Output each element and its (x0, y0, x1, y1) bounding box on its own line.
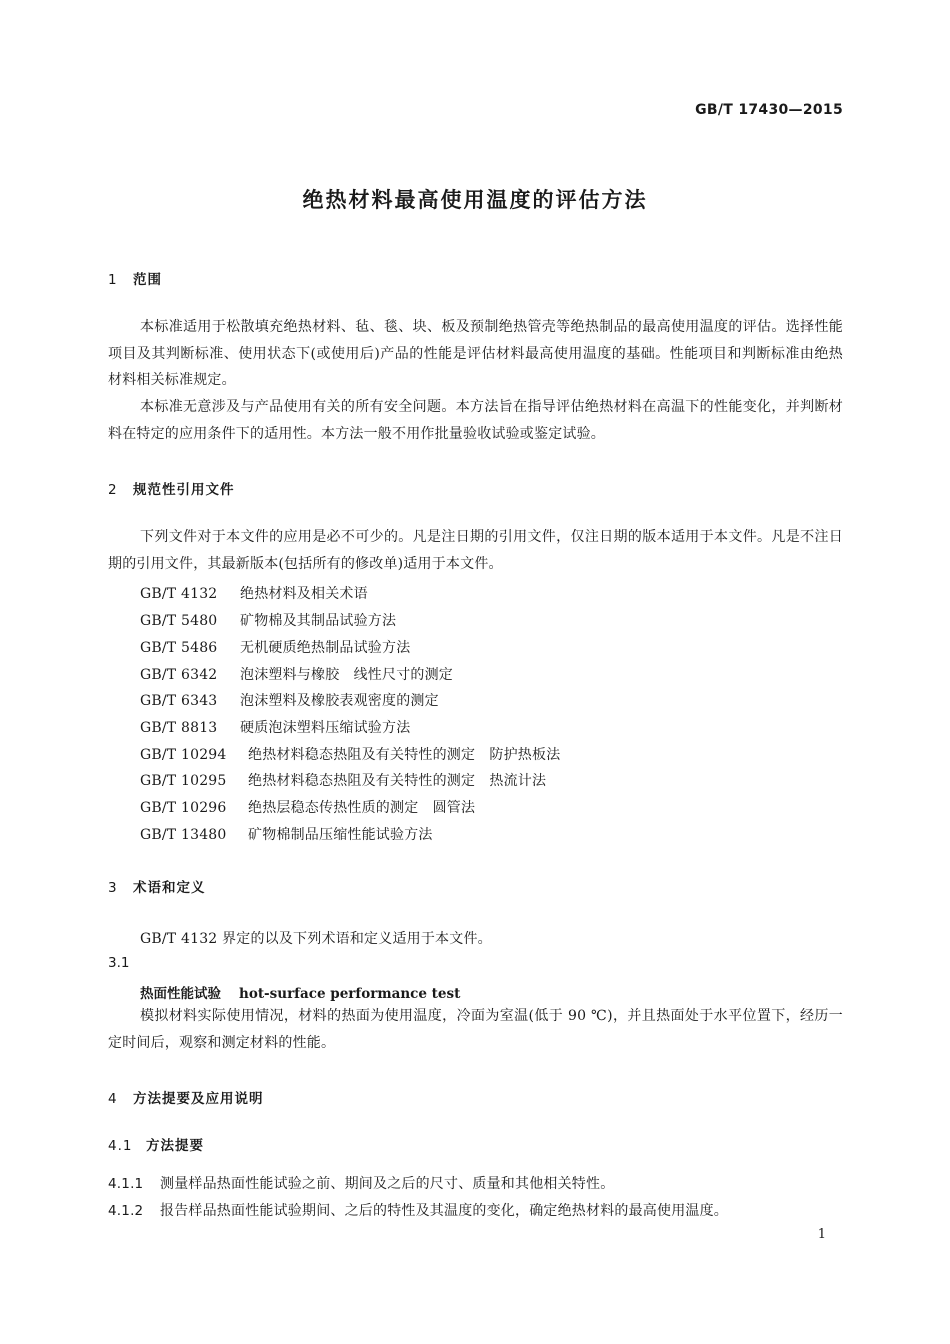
section-number: 3 (108, 880, 118, 896)
scope-paragraph-1: 本标准适用于松散填充绝热材料、毡、毯、块、板及预制绝热管壳等绝热制品的最高使用温度的评估。选择性能项目及其判断标准、使用状态下(或使用后)产品的性能是评估材料最高使用温度的基础。性能项目和判断标准由绝热材料相关标准规定。 (108, 319, 843, 388)
terms-intro: GB/T 4132 界定的以及下列术语和定义适用于本文件。 (140, 931, 492, 947)
section-1-heading (108, 268, 162, 288)
clause-text: 报告样品热面性能试验期间、之后的特性及其温度的变化，确定绝热材料的最高使用温度。 (160, 1203, 728, 1219)
reference-code: GB/T 6343 (140, 693, 218, 709)
reference-code: GB/T 5480 (140, 613, 218, 629)
standard-code: GB/T 17430—2015 (695, 102, 843, 118)
term-english: hot-surface performance test (239, 986, 461, 1002)
reference-code: GB/T 10294 (140, 747, 227, 763)
reference-title: 绝热材料及相关术语 (240, 586, 368, 602)
reference-title: 硬质泡沫塑料压缩试验方法 (240, 720, 411, 736)
reference-title: 泡沫塑料及橡胶表观密度的测定 (240, 693, 439, 709)
section-number: 2 (108, 482, 118, 498)
reference-item (140, 664, 453, 684)
clause-number: 4.1.2 (108, 1203, 144, 1219)
subsection-title: 方法提要 (146, 1138, 204, 1154)
reference-item (140, 690, 439, 710)
reference-title: 绝热层稳态传热性质的测定 圆管法 (248, 800, 476, 816)
section-2-heading (108, 478, 235, 498)
reference-code: GB/T 5486 (140, 640, 218, 656)
reference-item (140, 583, 368, 603)
reference-code: GB/T 4132 (140, 586, 218, 602)
section-title: 范围 (133, 272, 162, 288)
reference-code: GB/T 6342 (140, 667, 218, 683)
term-chinese: 热面性能试验 (140, 986, 221, 1002)
subsection-number: 4.1 (108, 1138, 133, 1154)
document-title: 绝热材料最高使用温度的评估方法 (302, 188, 648, 212)
reference-title: 无机硬质绝热制品试验方法 (240, 640, 411, 656)
reference-code: GB/T 10295 (140, 773, 227, 789)
reference-code: GB/T 8813 (140, 720, 218, 736)
section-number: 1 (108, 272, 118, 288)
term-number: 3.1 (108, 955, 130, 971)
section-title: 方法提要及应用说明 (133, 1091, 264, 1107)
reference-code: GB/T 13480 (140, 827, 227, 843)
reference-item (140, 824, 433, 844)
clause-4-1-1 (108, 1173, 614, 1193)
reference-code: GB/T 10296 (140, 800, 227, 816)
page-number: 1 (817, 1227, 826, 1242)
section-title: 术语和定义 (133, 880, 206, 896)
reference-title: 矿物棉及其制品试验方法 (240, 613, 397, 629)
clause-number: 4.1.1 (108, 1176, 144, 1192)
reference-item (140, 637, 410, 657)
reference-title: 绝热材料稳态热阻及有关特性的测定 防护热板法 (248, 747, 561, 763)
section-3-heading (108, 876, 206, 896)
scope-paragraph-2: 本标准无意涉及与产品使用有关的所有安全问题。本方法旨在指导评估绝热材料在高温下的性能变化，并判断材料在特定的应用条件下的适用性。本方法一般不用作批量验收试验或鉴定试验。 (108, 399, 843, 442)
reference-title: 矿物棉制品压缩性能试验方法 (248, 827, 433, 843)
section-number: 4 (108, 1091, 118, 1107)
term-definition: 模拟材料实际使用情况，材料的热面为使用温度，冷面为室温(低于 90 ℃)，并且热面处于水平位置下，经历一定时间后，观察和测定材料的性能。 (108, 1008, 843, 1051)
reference-title: 绝热材料稳态热阻及有关特性的测定 热流计法 (248, 773, 547, 789)
subsection-4-1-heading (108, 1134, 204, 1154)
section-4-heading (108, 1087, 264, 1107)
references-intro: 下列文件对于本文件的应用是必不可少的。凡是注日期的引用文件，仅注日期的版本适用于本文件。凡是不注日期的引用文件，其最新版本(包括所有的修改单)适用于本文件。 (108, 529, 843, 572)
term-heading (140, 982, 460, 1002)
reference-item (140, 770, 546, 790)
clause-4-1-2 (108, 1200, 728, 1220)
reference-item (140, 797, 475, 817)
reference-item (140, 717, 410, 737)
reference-title: 泡沫塑料与橡胶 线性尺寸的测定 (240, 667, 453, 683)
reference-item (140, 610, 396, 630)
section-title: 规范性引用文件 (133, 482, 235, 498)
clause-text: 测量样品热面性能试验之前、期间及之后的尺寸、质量和其他相关特性。 (160, 1176, 615, 1192)
reference-item (140, 744, 560, 764)
